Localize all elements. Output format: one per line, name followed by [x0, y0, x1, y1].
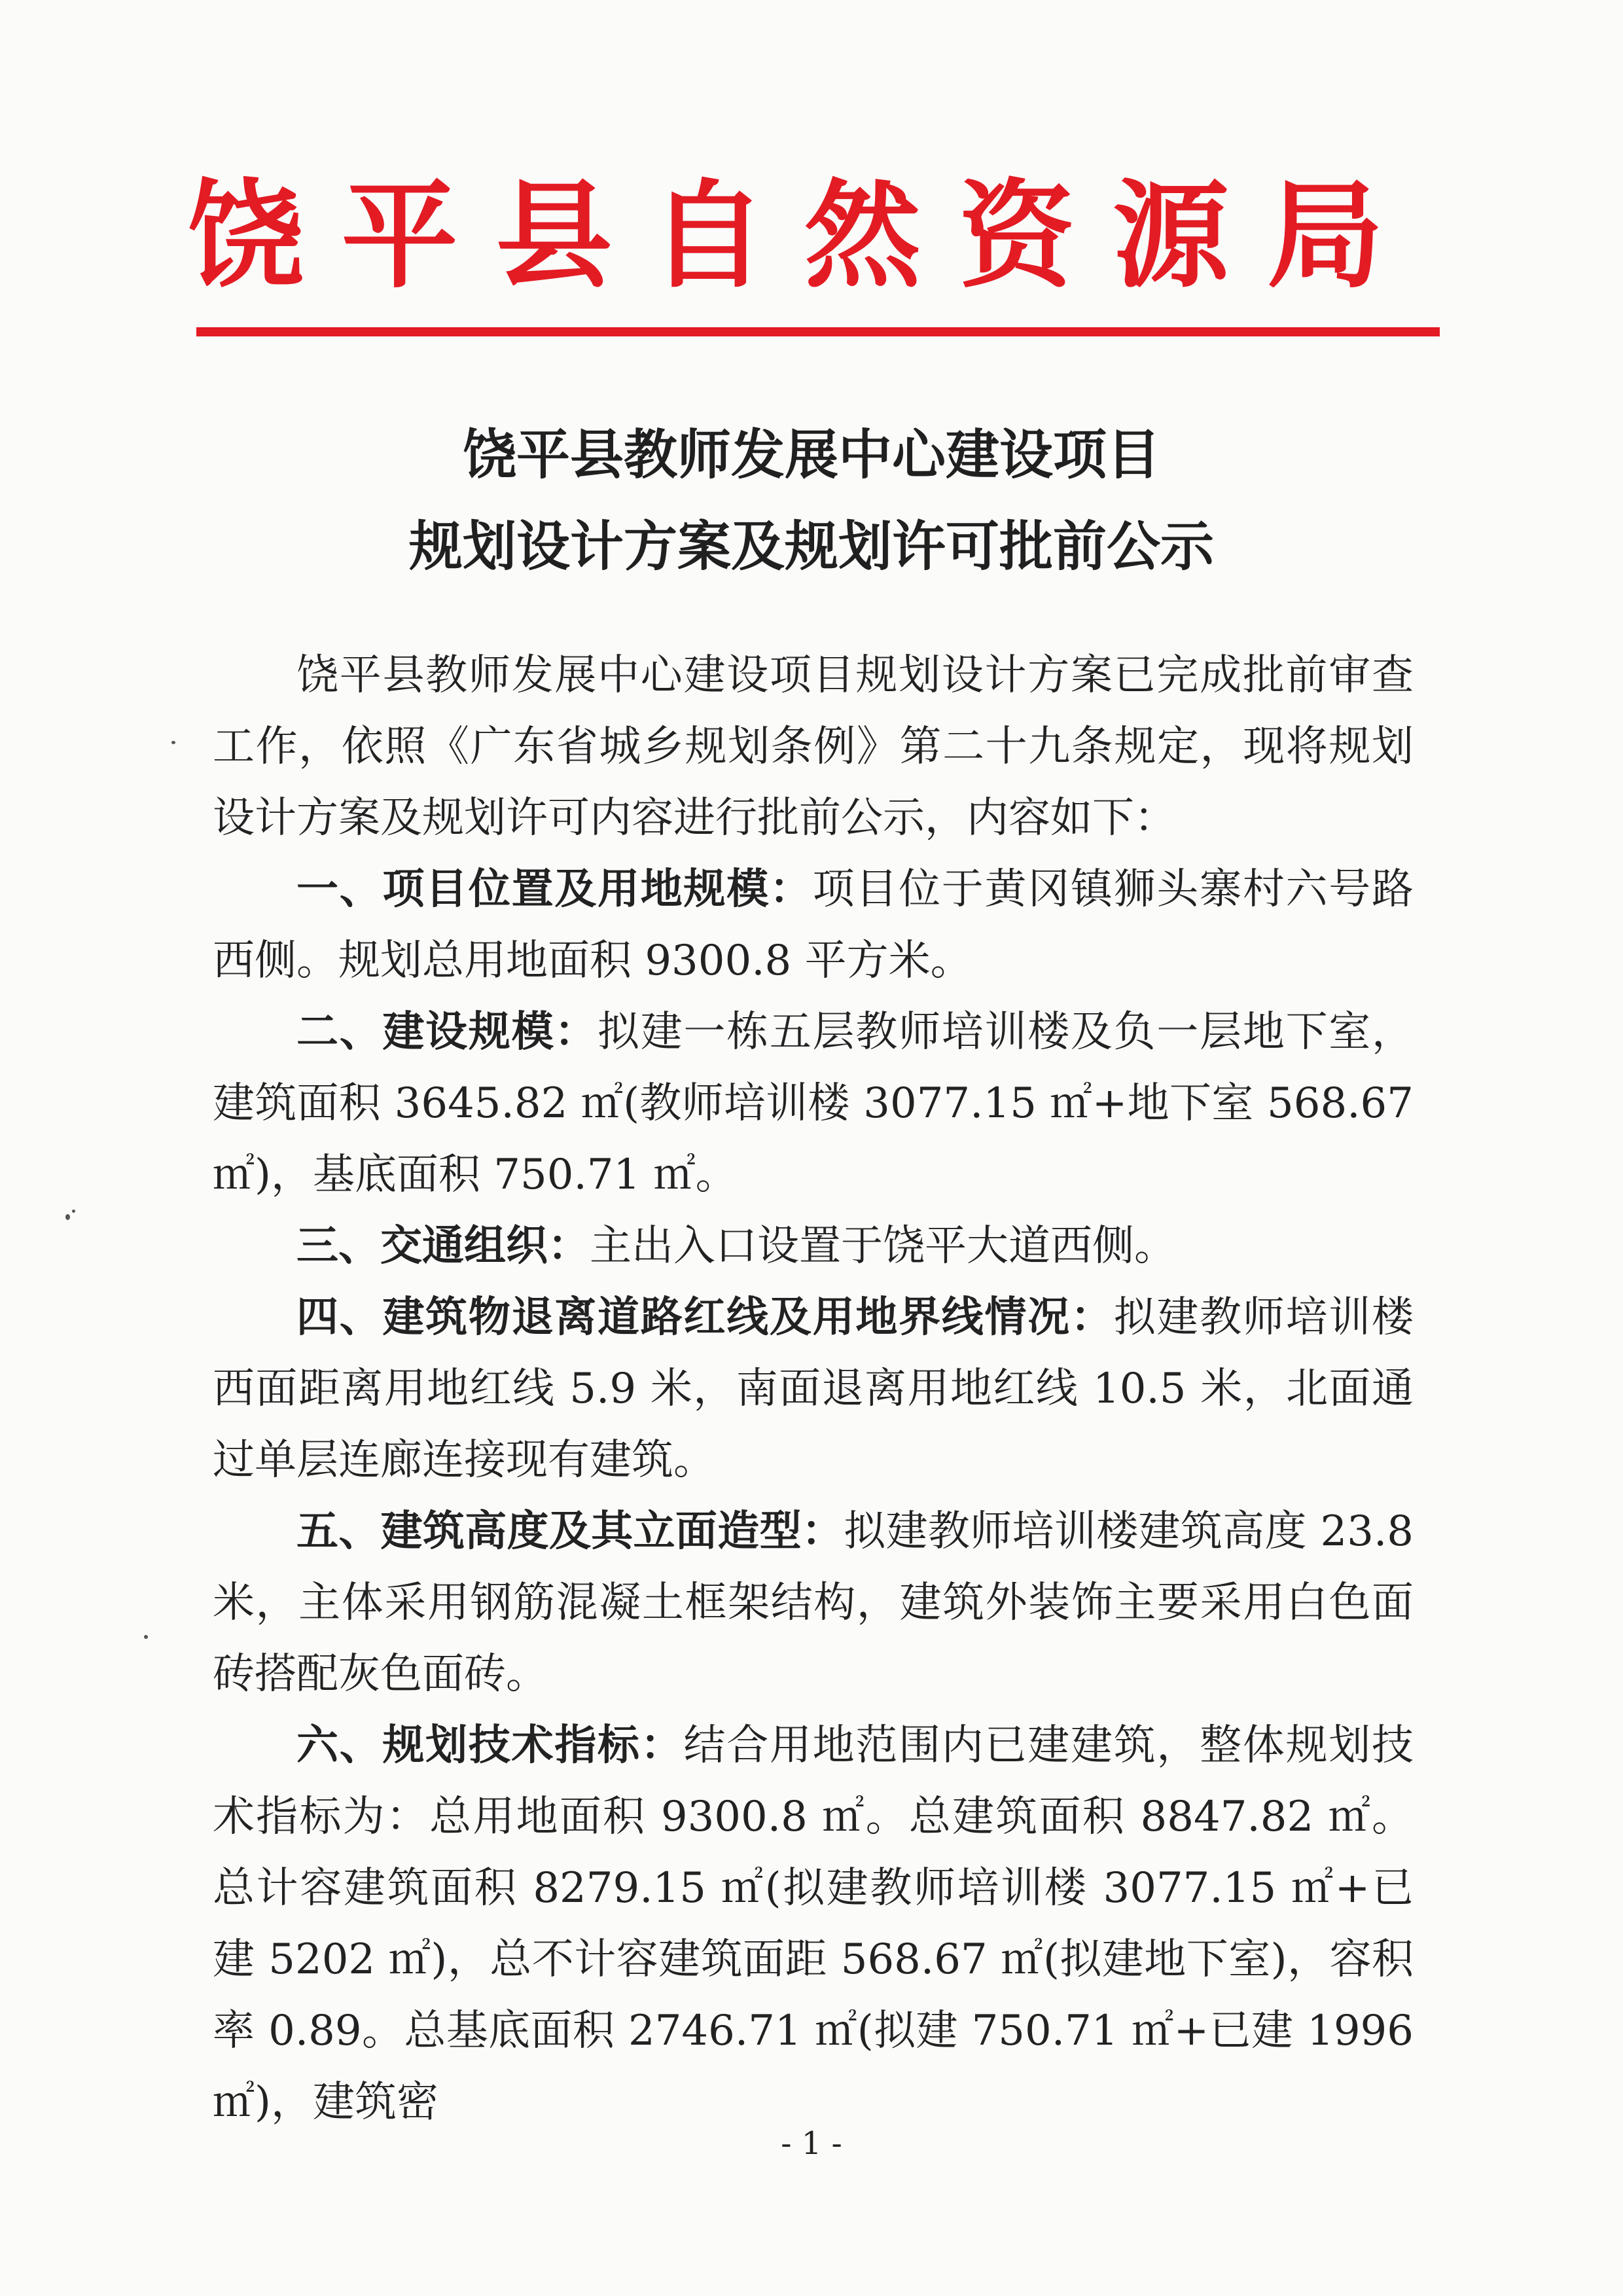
section-paragraph	[213, 1710, 1414, 2138]
letterhead-red-rule	[196, 327, 1440, 336]
section-text: 拟建教师培训楼建筑高度 23.8 米，主体采用钢筋混凝土框架结构，建筑外装饰主要采用白色面砖搭配灰色面砖。	[213, 1507, 1414, 1698]
letterhead-char: 源	[1113, 167, 1230, 304]
intro-paragraph: 饶平县教师发展中心建设项目规划设计方案已完成批前审查工作，依照《广东省城乡规划条例》第二十九条规定，现将规划设计方案及规划许可内容进行批前公示，内容如下：	[213, 651, 1414, 842]
letterhead-char: 然	[804, 167, 921, 304]
scan-speck	[72, 1210, 75, 1213]
letterhead-char: 县	[495, 167, 613, 304]
document-title-line-2: 规划设计方案及规划许可批前公示	[408, 515, 1214, 578]
section-text: 主出入口设置于饶平大道西侧。	[590, 1222, 1176, 1270]
page-number: - 1 -	[781, 2125, 842, 2162]
section-heading: 四、建筑物退离道路红线及用地界线情况：	[296, 1293, 1114, 1342]
letterhead-char: 资	[958, 167, 1075, 304]
section-text: 拟建教师培训楼西面距离用地红线 5.9 米，南面退离用地红线 10.5 米，北面通过单层连廊连接现有建筑。	[213, 1293, 1414, 1484]
section-text: 结合用地范围内已建建筑，整体规划技术指标为：总用地面积 9300.8 ㎡。总建筑面积 8847.82 ㎡。总计容建筑面积 8279.15 ㎡(拟建教师培训楼 3077.15 ㎡+已建 5202 ㎡)，总不计容建筑面距 568.67 ㎡(拟建地下室)，容积率 0.89。总基底面积 2746.71 ㎡(拟建 750.71 ㎡+已建 1996 ㎡)，建筑密	[213, 1721, 1414, 2126]
section-heading: 六、规划技术指标：	[296, 1721, 684, 1770]
section-paragraph	[213, 1282, 1414, 1496]
scan-speck	[144, 1635, 148, 1639]
letterhead-char: 局	[1266, 167, 1383, 304]
document-body	[213, 640, 1414, 2138]
letterhead-char: 平	[341, 167, 458, 304]
scan-speck	[65, 1214, 70, 1220]
letterhead-char: 自	[650, 167, 767, 304]
section-heading: 一、项目位置及用地规模：	[296, 865, 813, 914]
section-heading: 二、建设规模：	[296, 1008, 598, 1056]
agency-letterhead	[177, 167, 1394, 304]
document-title-line-1: 饶平县教师发展中心建设项目	[462, 423, 1160, 486]
section-text: 项目位于黄冈镇狮头寨村六号路西侧。规划总用地面积 9300.8 平方米。	[213, 865, 1414, 985]
section-paragraph	[213, 1496, 1414, 1710]
section-heading: 三、交通组织：	[296, 1222, 590, 1270]
scan-speck	[171, 741, 175, 744]
section-paragraph	[213, 854, 1414, 997]
section-paragraph	[213, 1211, 1414, 1282]
section-paragraph	[213, 997, 1414, 1211]
section-text: 拟建一栋五层教师培训楼及负一层地下室，建筑面积 3645.82 ㎡(教师培训楼 3077.15 ㎡+地下室 568.67 ㎡)，基底面积 750.71 ㎡。	[213, 1008, 1414, 1199]
section-heading: 五、建筑高度及其立面造型：	[296, 1507, 844, 1556]
letterhead-char: 饶	[187, 167, 304, 304]
